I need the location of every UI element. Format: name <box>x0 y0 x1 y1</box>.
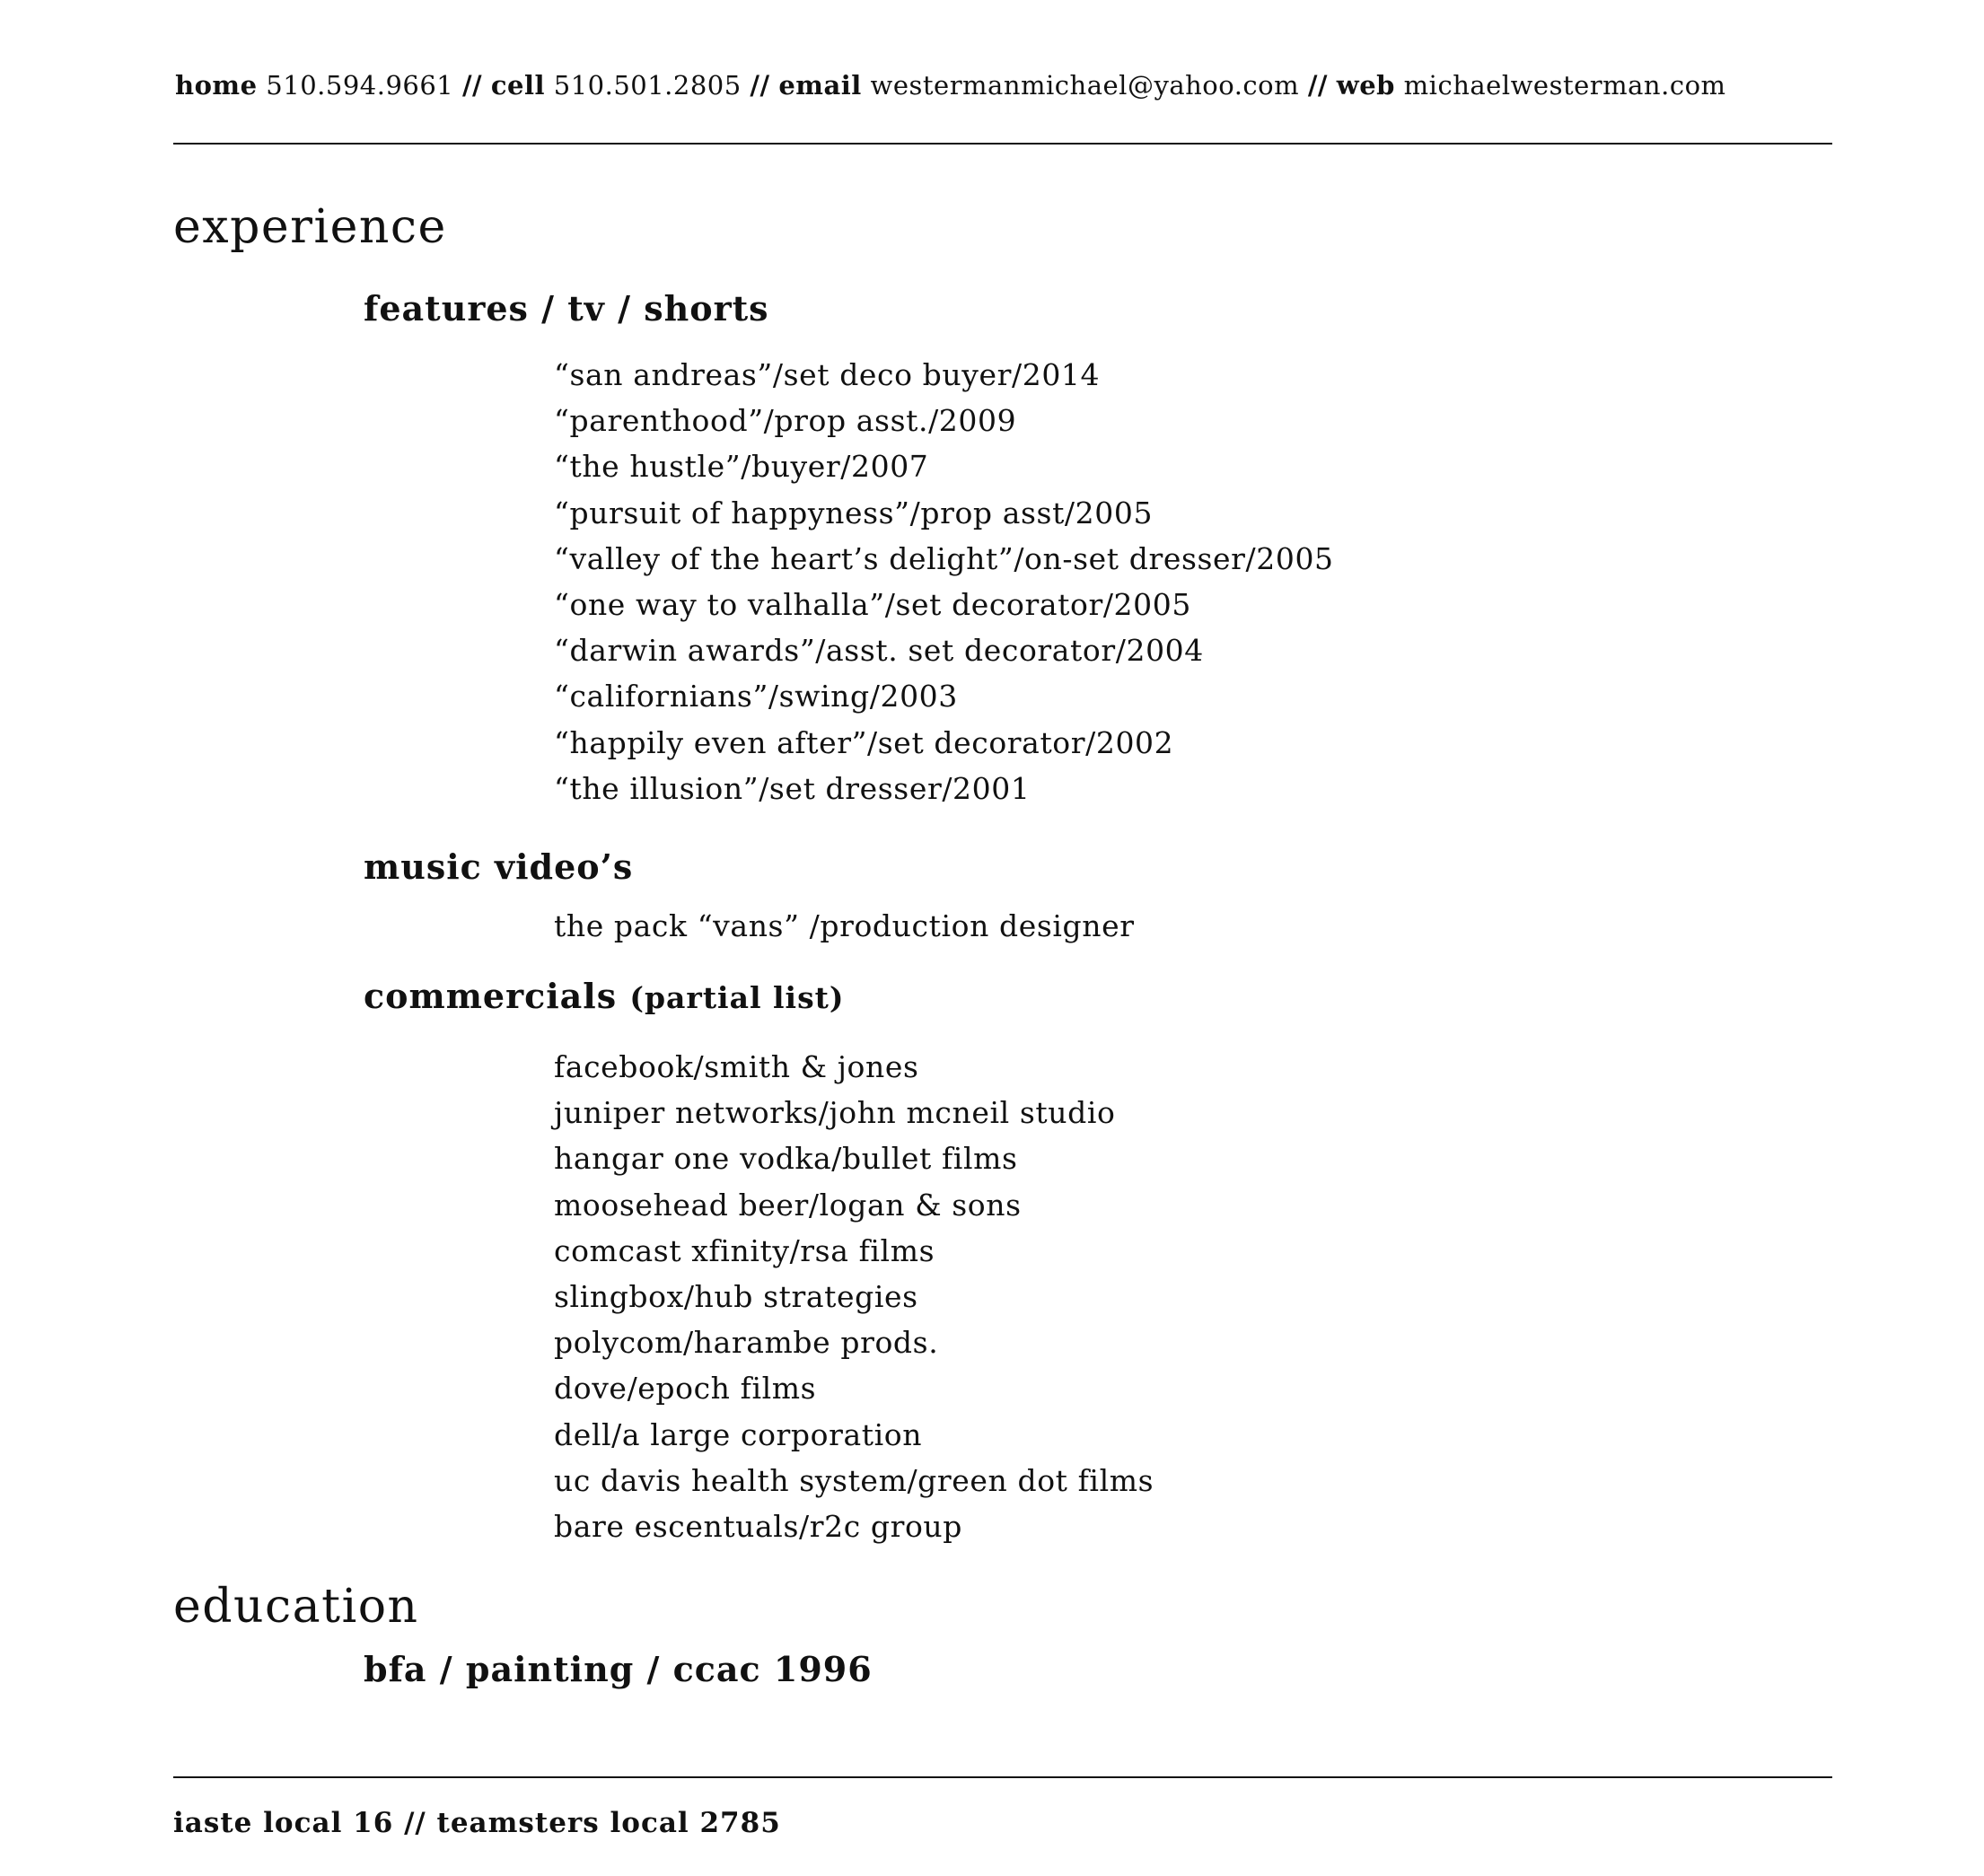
list-item: moosehead beer/logan & sons <box>554 1187 1022 1223</box>
experience-heading: experience <box>173 200 447 254</box>
home-phone: 510.594.9661 <box>266 70 454 101</box>
list-item: “the illusion”/set dresser/2001 <box>554 770 1031 806</box>
home-label: home <box>175 70 258 101</box>
separator: // <box>461 70 483 101</box>
education-heading: education <box>173 1580 419 1634</box>
features-list <box>554 352 1334 811</box>
list-item: facebook/smith & jones <box>554 1049 919 1084</box>
list-item: “darwin awards”/asst. set decorator/2004 <box>554 633 1204 669</box>
list-item: bare escentuals/r2c group <box>554 1508 963 1544</box>
commercials-heading <box>364 976 845 1016</box>
cell-label: cell <box>490 70 546 101</box>
commercials-note: (partial list) <box>629 980 845 1015</box>
top-divider <box>173 143 1832 145</box>
website: michaelwesterman.com <box>1403 70 1726 101</box>
list-item: dell/a large corporation <box>554 1416 923 1452</box>
list-item: “one way to valhalla”/set decorator/2005 <box>554 586 1191 622</box>
list-item: “valley of the heart’s delight”/on-set dresser/2005 <box>554 540 1334 576</box>
bottom-divider <box>173 1776 1832 1778</box>
list-item: juniper networks/john mcneil studio <box>554 1095 1116 1131</box>
list-item: “parenthood”/prop asst./2009 <box>554 403 1017 439</box>
contact-line <box>175 70 1827 101</box>
list-item: uc davis health system/green dot films <box>554 1462 1154 1498</box>
list-item: polycom/harambe prods. <box>554 1325 939 1361</box>
commercials-list <box>554 1044 1154 1549</box>
separator: // <box>1307 70 1329 101</box>
list-item: slingbox/hub strategies <box>554 1278 918 1314</box>
separator: // <box>750 70 770 101</box>
features-heading: features / tv / shorts <box>364 288 769 329</box>
list-item: hangar one vodka/bullet films <box>554 1141 1018 1177</box>
list-item: the pack “vans” /production designer <box>554 908 1135 943</box>
union-memberships: iaste local 16 // teamsters local 2785 <box>173 1807 781 1839</box>
list-item: “san andreas”/set deco buyer/2014 <box>554 357 1101 392</box>
list-item: “californians”/swing/2003 <box>554 679 958 714</box>
list-item: “the hustle”/buyer/2007 <box>554 449 929 485</box>
list-item: comcast xfinity/rsa films <box>554 1232 935 1268</box>
web-label: web <box>1336 70 1395 101</box>
music-videos-list <box>554 903 1135 949</box>
email-label: email <box>778 70 862 101</box>
degree: bfa / painting / ccac 1996 <box>364 1649 873 1689</box>
commercials-title: commercials <box>364 976 618 1016</box>
cell-phone: 510.501.2805 <box>553 70 742 101</box>
list-item: dove/epoch films <box>554 1371 817 1407</box>
music-videos-heading: music video’s <box>364 846 634 887</box>
email-address: westermanmichael@yahoo.com <box>870 70 1300 101</box>
list-item: “happily even after”/set decorator/2002 <box>554 724 1174 760</box>
list-item: “pursuit of happyness”/prop asst/2005 <box>554 495 1154 530</box>
